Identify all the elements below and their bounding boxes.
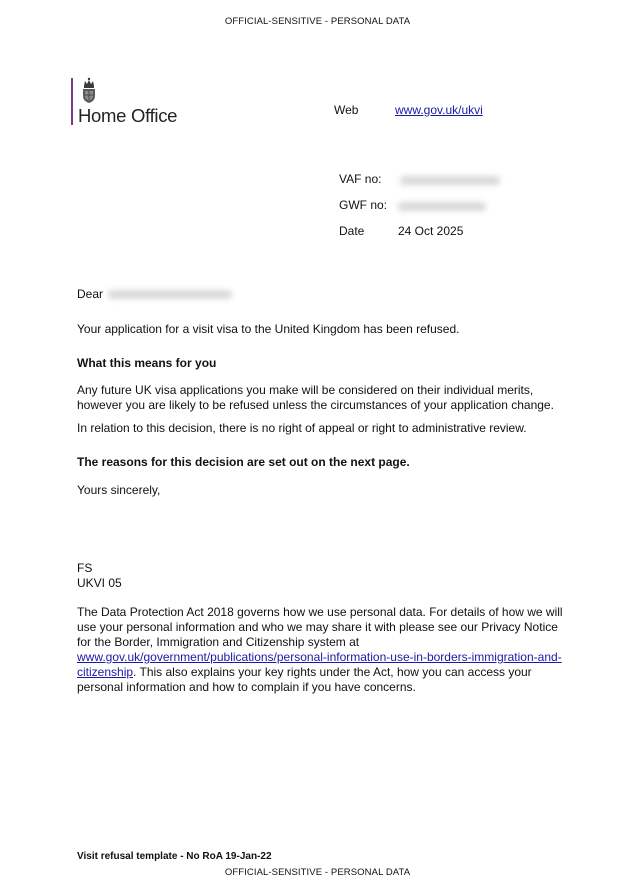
vaf-label: VAF no:	[339, 172, 382, 186]
closing: Yours sincerely,	[77, 483, 161, 497]
logo-accent-bar	[71, 78, 73, 125]
classification-header: OFFICIAL-SENSITIVE - PERSONAL DATA	[224, 16, 411, 27]
data-protection-paragraph	[77, 605, 577, 695]
future-applications-line-2: however you are likely to be refused unless the circumstances of your application change.	[77, 398, 554, 412]
future-applications-line-1: Any future UK visa applications you make will be considered on their individual merits,	[77, 383, 534, 397]
data-protection-line-6: personal information and how to complain if you have concerns.	[77, 680, 416, 694]
recipient-name-redacted	[108, 290, 232, 299]
classification-footer: OFFICIAL-SENSITIVE - PERSONAL DATA	[224, 867, 411, 878]
data-protection-line-1: The Data Protection Act 2018 governs how we use personal data. For details of how we will	[77, 605, 563, 619]
date-label: Date	[339, 224, 365, 238]
signatory-initials: FS	[77, 561, 93, 575]
data-protection-line-5: . This also explains your key rights under the Act, how you can access your	[133, 665, 532, 679]
date-value: 24 Oct 2025	[398, 224, 464, 238]
appeal-paragraph: In relation to this decision, there is no right of appeal or right to administrative review.	[77, 421, 527, 435]
royal-crest-icon	[79, 77, 99, 104]
salutation: Dear	[77, 287, 104, 301]
data-protection-line-2: use your personal information and who we may share it with please see our Privacy Notice	[77, 620, 558, 634]
reasons-statement: The reasons for this decision are set out on the next page.	[77, 455, 410, 469]
section-heading: What this means for you	[77, 356, 217, 370]
privacy-notice-link[interactable]: www.gov.uk/government/publications/personal-information-use-in-borders-immigration-and-	[77, 650, 562, 664]
data-protection-line-3: for the Border, Immigration and Citizenship system at	[77, 635, 360, 649]
intro-paragraph: Your application for a visit visa to the United Kingdom has been refused.	[77, 322, 460, 336]
ukvi-web-link[interactable]: www.gov.uk/ukvi	[395, 103, 483, 117]
vaf-redacted-value	[400, 176, 500, 185]
signatory-office: UKVI 05	[77, 576, 122, 590]
future-applications-paragraph	[77, 383, 567, 413]
gwf-redacted-value	[398, 202, 486, 211]
web-label: Web	[334, 103, 359, 117]
privacy-notice-link-continued[interactable]: citizenship	[77, 665, 134, 679]
logo-wordmark: Home Office	[78, 105, 178, 126]
template-reference: Visit refusal template - No RoA 19-Jan-22	[77, 851, 272, 862]
gwf-label: GWF no:	[339, 198, 388, 212]
home-office-logo	[71, 77, 191, 125]
